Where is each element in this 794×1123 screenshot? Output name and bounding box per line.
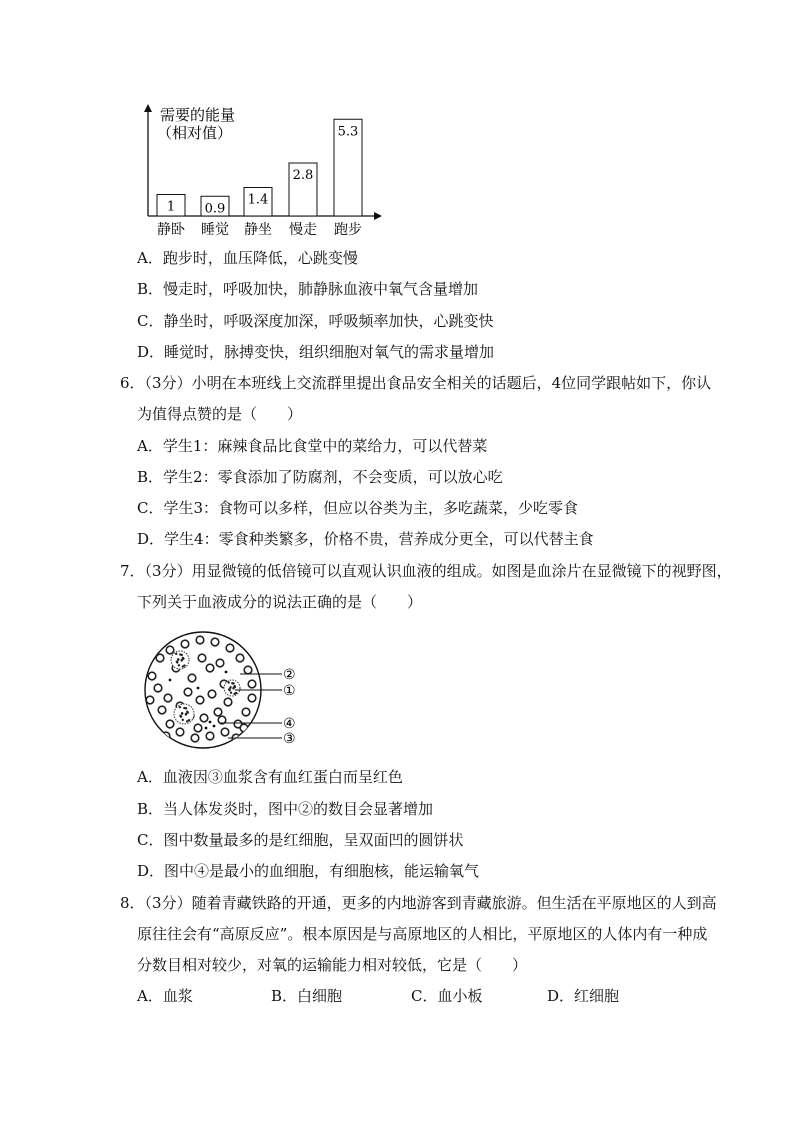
q6-option-b[interactable]: B．学生2：零食添加了防腐剂，不会变质，可以放心吃 [137,468,503,486]
red-blood-cell [200,714,208,722]
white-blood-cell-granule [182,658,184,660]
white-blood-cell-granule [178,664,180,666]
q8-option-d[interactable]: D．红细胞 [547,987,620,1005]
white-blood-cell-granule [228,688,230,690]
red-blood-cell [248,680,256,688]
chart-ylabel-sub: （相对值） [157,124,233,142]
red-blood-cell [226,644,234,652]
red-blood-cell [242,708,250,716]
chart-y-axis-arrow [144,104,152,112]
red-blood-cell [208,690,216,698]
q5-option-a[interactable]: A．跑步时，血压降低，心跳变慢 [137,249,358,267]
red-blood-cell [211,638,219,646]
red-blood-cell [224,698,232,706]
red-blood-cell [154,684,162,692]
chart-category-label-0: 静卧 [157,222,185,238]
q6-stem-line1: 6．（3分）小明在本班线上交流群里提出食品安全相关的话题后，4位同学跟帖如下，你认 [120,374,712,392]
white-blood-cell-granule [187,711,189,713]
red-blood-cell [198,654,206,662]
red-blood-cell [162,732,170,740]
q7-option-a[interactable]: A．血液因③血浆含有血红蛋白而呈红色 [137,768,403,786]
platelet [169,679,172,682]
white-blood-cell-granule [182,719,184,721]
red-blood-cell [158,706,166,714]
q7-stem-line1: 7．（3分）用显微镜的低倍镜可以直观认识血液的组成。如图是血涂片在显微镜下的视野图， [120,562,732,580]
q5-option-c[interactable]: C．静坐时，呼吸深度加深，呼吸频率加快，心跳变快 [137,312,494,330]
blood-smear-figure [140,628,310,758]
q6-stem-line2: 为值得点赞的是（ ） [137,405,303,423]
chart-category-label-4: 跑步 [334,222,362,238]
chart-value-label-3: 2.8 [292,168,314,183]
q7-stem-line2: 下列关于血液成分的说法正确的是（ ） [137,593,423,611]
chart-category-label-3: 慢走 [289,222,317,238]
figure-label-1: ① [283,683,296,699]
white-blood-cell-granule [185,713,187,715]
red-blood-cell [184,688,192,696]
q6-option-d[interactable]: D．学生4：零食种类繁多，价格不贵，营养成分更全，可以代替主食 [137,530,594,548]
white-blood-cell-granule [175,653,177,655]
red-blood-cell [148,672,156,680]
q5-option-b[interactable]: B．慢走时，呼吸加快，肺静脉血液中氧气含量增加 [137,280,479,298]
red-blood-cell [191,734,199,742]
chart-category-label-1: 睡觉 [201,222,229,238]
platelet [225,671,228,674]
white-blood-cell-granule [185,707,187,709]
red-blood-cell [194,724,202,732]
white-blood-cell-granule [229,686,231,688]
white-blood-cell-granule [233,693,235,695]
red-blood-cell [236,654,244,662]
red-blood-cell [166,720,174,728]
red-blood-cell [206,732,214,740]
red-blood-cell [166,646,174,654]
red-blood-cell [146,696,154,704]
q6-option-c[interactable]: C．学生3：食物可以多样，但应以谷类为主，多吃蔬菜，少吃零食 [137,499,579,517]
white-blood-cell-granule [234,686,236,688]
q8-stem-line1: 8．（3分）随着青藏铁路的开通，更多的内地游客到青藏旅游。但生活在平原地区的人到高 [120,894,717,912]
chart-x-axis-arrow [374,212,382,220]
q8-option-b[interactable]: B．白细胞 [271,987,343,1005]
white-blood-cell-granule [182,665,184,667]
red-blood-cell [216,659,224,667]
red-blood-cell [196,696,204,704]
red-blood-cell [214,708,222,716]
q7-option-d[interactable]: D．图中④是最小的血细胞，有细胞核，能运输氧气 [137,862,480,880]
platelet [213,725,216,728]
white-blood-cell-granule [230,692,232,694]
chart-category-label-2: 静坐 [244,222,272,238]
figure-label-2: ② [283,667,296,683]
white-blood-cell-granule [181,654,183,656]
white-blood-cell-granule [186,720,188,722]
q8-stem-line3: 分数目相对较少，对氧的运输能力相对较低，它是（ ） [137,956,528,974]
platelet [209,721,212,724]
energy-bar-chart [140,100,400,240]
red-blood-cell [176,728,184,736]
red-blood-cell [240,724,248,732]
chart-value-label-4: 5.3 [337,124,359,140]
white-blood-cell-granule [227,681,229,683]
white-blood-cell-granule [177,658,179,660]
white-blood-cell-granule [176,660,178,662]
q8-option-c[interactable]: C．血小板 [411,987,483,1005]
red-blood-cell [196,636,204,644]
red-blood-cell [244,666,252,674]
white-blood-cell-granule [232,682,234,684]
white-blood-cell-granule [179,706,181,708]
q7-option-b[interactable]: B．当人体发炎时，图中②的数目会显著增加 [137,800,434,818]
red-blood-cell [206,664,214,672]
q8-option-a[interactable]: A．血浆 [137,987,193,1005]
chart-ylabel: 需要的能量 [160,106,236,124]
q5-option-d[interactable]: D．睡觉时，脉搏变快，组织细胞对氧气的需求量增加 [137,343,495,361]
red-blood-cell [181,640,189,648]
red-blood-cell [164,694,172,702]
q8-stem-line2: 原往往会有“高原反应”。根本原因是与高原地区的人相比，平原地区的人体内有一种成 [137,925,708,943]
chart-value-label-1: 0.9 [204,201,226,217]
white-blood-cell-granule [181,712,183,714]
platelet [197,687,200,690]
figure-label-4: ④ [283,716,296,732]
red-blood-cell [221,728,229,736]
platelet [205,727,208,730]
chart-value-label-0: 1 [166,199,176,215]
red-blood-cell [156,654,164,662]
figure-label-3: ③ [283,731,296,747]
q6-option-a[interactable]: A．学生1：麻辣食品比食堂中的菜给力，可以代替菜 [137,437,488,455]
chart-value-label-2: 1.4 [247,192,269,208]
q7-option-c[interactable]: C．图中数量最多的是红细胞，呈双面凹的圆饼状 [137,831,464,849]
red-blood-cell [248,694,256,702]
red-blood-cell [188,674,196,682]
white-blood-cell-granule [179,715,181,717]
